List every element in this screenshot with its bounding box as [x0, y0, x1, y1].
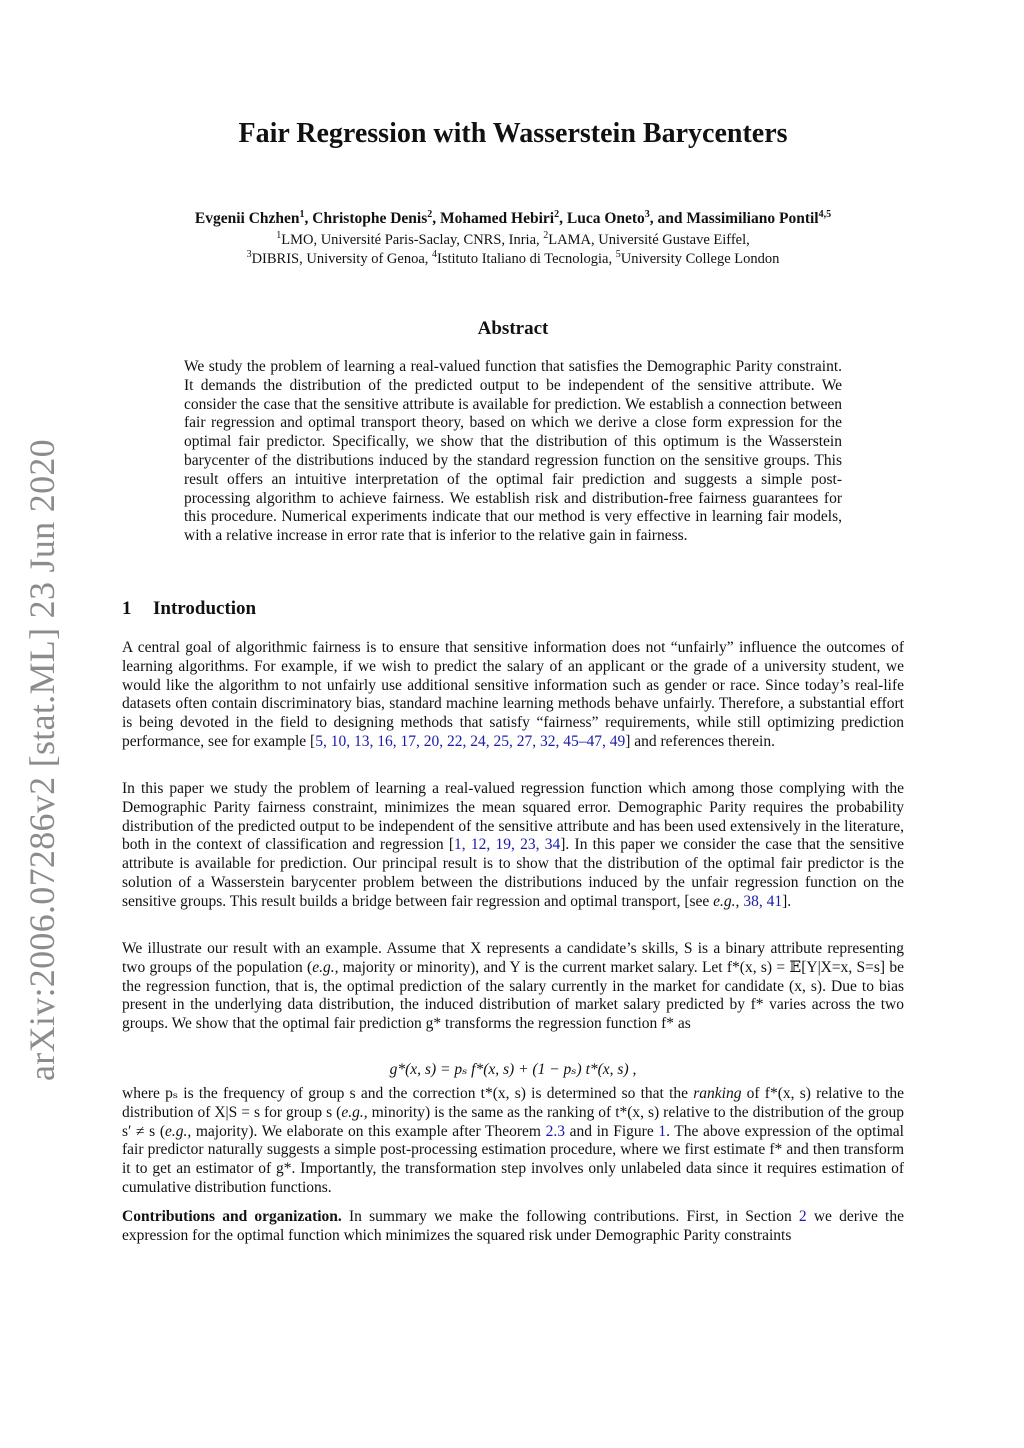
author-name: , Christophe Denis [304, 210, 428, 227]
author-name: , Luca Oneto [559, 210, 645, 227]
figure-ref-link[interactable]: 1 [658, 1122, 667, 1140]
intro-paragraph-2: In this paper we study the problem of learning a real-valued regression function which among those complying with the Demographic Parity fairness constraint, minimizes the mean squared error. Demographic Parity requires the probability distribution of the predicted output to be independent of the sensitive attribute and has been used extensively in the literature, both in the context of classification and regression [1, 12, 19, 23, 34]. In this paper we consider the case that the sensitive attribute is available for prediction. Our principal result is to show that the distribution of the optimal fair predictor is the solution of a Wasserstein barycenter problem between the distributions induced by the unfair regression function on the sensitive groups. This result builds a bridge between fair regression and optimal transport, [see e.g., 38, 41]. [122, 780, 905, 910]
affiliation-line: $^1$LMO, Université Paris-Saclay, CNRS, Inria, $^2$LAMA, Université Gustave Eiffel, [276, 230, 750, 248]
citation-link[interactable]: 5, 10, 13, 16, 17, 20, 22, 24, 25, 27, 32, 45–47, 49 [315, 732, 626, 750]
intro-paragraph-3: We illustrate our result with an example. Assume that X represents a candidate’s skills, S is a binary attribute representing two groups of the population (e.g., majority or minority), and Y is the current market salary. Let f*(x, s) = 𝔼[Y|X=x, S=s] be the regression function, that is, the optimal prediction of the salary currently in the market for candidate (x, s). Due to bias present in the underlying data distribution, the induced distribution of market salary predicted by f* varies across the two groups. We show that the optimal fair prediction g* transforms the regression function f* as [122, 940, 904, 1033]
theorem-ref-link[interactable]: 2.3 [545, 1122, 565, 1140]
paper-title: Fair Regression with Wasserstein Barycenters [238, 118, 788, 149]
intro-paragraph-1: A central goal of algorithmic fairness is to ensure that sensitive information does not “unfairly” influence the outcomes of learning algorithms. For example, if we wish to predict the salary of an applicant or the grade of a university student, we would like the algorithm to not unfairly use additional sensitive information such as gender or race. Since today’s real-life datasets often contain discriminatory bias, standard machine learning methods behave unfairly. Therefore, a substantial effort is being devoted in the field to designing methods that satisfy “fairness” requirements, while still optimizing prediction performance, see for example [5, 10, 13, 16, 17, 20, 22, 24, 25, 27, 32, 45–47, 49] and references therein. [122, 639, 904, 750]
author-name: , Mohamed Hebiri [432, 210, 555, 227]
section-title: Introduction [153, 598, 257, 619]
display-equation: g*(x, s) = pₛ f*(x, s) + (1 − pₛ) t*(x, s) , [389, 1061, 637, 1078]
intro-paragraph-5: Contributions and organization. In summary we make the following contributions. First, in Section 2 we derive the expression for the optimal function which minimizes the squared risk under Demographic Parity constraints [122, 1208, 904, 1244]
run-in-heading: Contributions and organization. [122, 1208, 342, 1225]
arxiv-identifier: arXiv:2006.07286v2 [stat.ML] 23 Jun 2020 [22, 439, 62, 1081]
citation-link[interactable]: 1, 12, 19, 23, 34 [454, 836, 561, 854]
arxiv-sidebar [12, 440, 72, 1080]
author-name: , and Massimiliano Pontil [649, 210, 819, 227]
intro-paragraph-4: where pₛ is the frequency of group s and the correction t*(x, s) is determined so that the ranking of f*(x, s) relative to the distribution of X|S = s for group s (e.g., minority) is the same as the ranking of t*(x, s) relative to the distribution of the group s′ ≠ s (e.g., majority). We elaborate on this example after Theorem 2.3 and in Figure 1. The above expression of the optimal fair predictor naturally suggests a simple post-processing estimation procedure, where we first estimate f* and then transform it to get an estimator of g*. Importantly, the transformation step involves only unlabeled data since it requires estimation of cumulative distribution functions. [122, 1085, 905, 1196]
section-number: 1 [122, 598, 132, 619]
affiliation-line: $^3$DIBRIS, University of Genoa, $^4$Istituto Italiano di Tecnologia, $^5$University College London [246, 249, 780, 267]
section-heading [122, 598, 256, 620]
abstract-heading: Abstract [477, 318, 549, 339]
author-name: Evgenii Chzhen [194, 210, 300, 227]
abstract-body: We study the problem of learning a real-valued function that satisfies the Demographic Parity constraint. It demands the distribution of the predicted output to be independent of the sensitive attribute. We consider the case that the sensitive attribute is available for prediction. We establish a connection between fair regression and optimal transport theory, based on which we derive a close form expression for the optimal fair predictor. Specifically, we show that the distribution of this optimum is the Wasserstein barycenter of the distributions induced by the standard regression function on the sensitive groups. This result offers an intuitive interpretation of the optimal fair prediction and suggests a simple post-processing algorithm to achieve fairness. We establish risk and distribution-free fairness guarantees for this procedure. Numerical experiments indicate that our method is very effective in learning fair models, with a relative increase in error rate that is inferior to the relative gain in fairness. [184, 358, 842, 545]
author-list: Evgenii Chzhen$^1$, Christophe Denis$^2$, Mohamed Hebiri$^2$, Luca Oneto$^3$, and Massimiliano Pontil$^{4,5}$ [194, 208, 832, 227]
citation-link[interactable]: 38, 41 [743, 892, 783, 910]
section-ref-link[interactable]: 2 [798, 1208, 807, 1225]
